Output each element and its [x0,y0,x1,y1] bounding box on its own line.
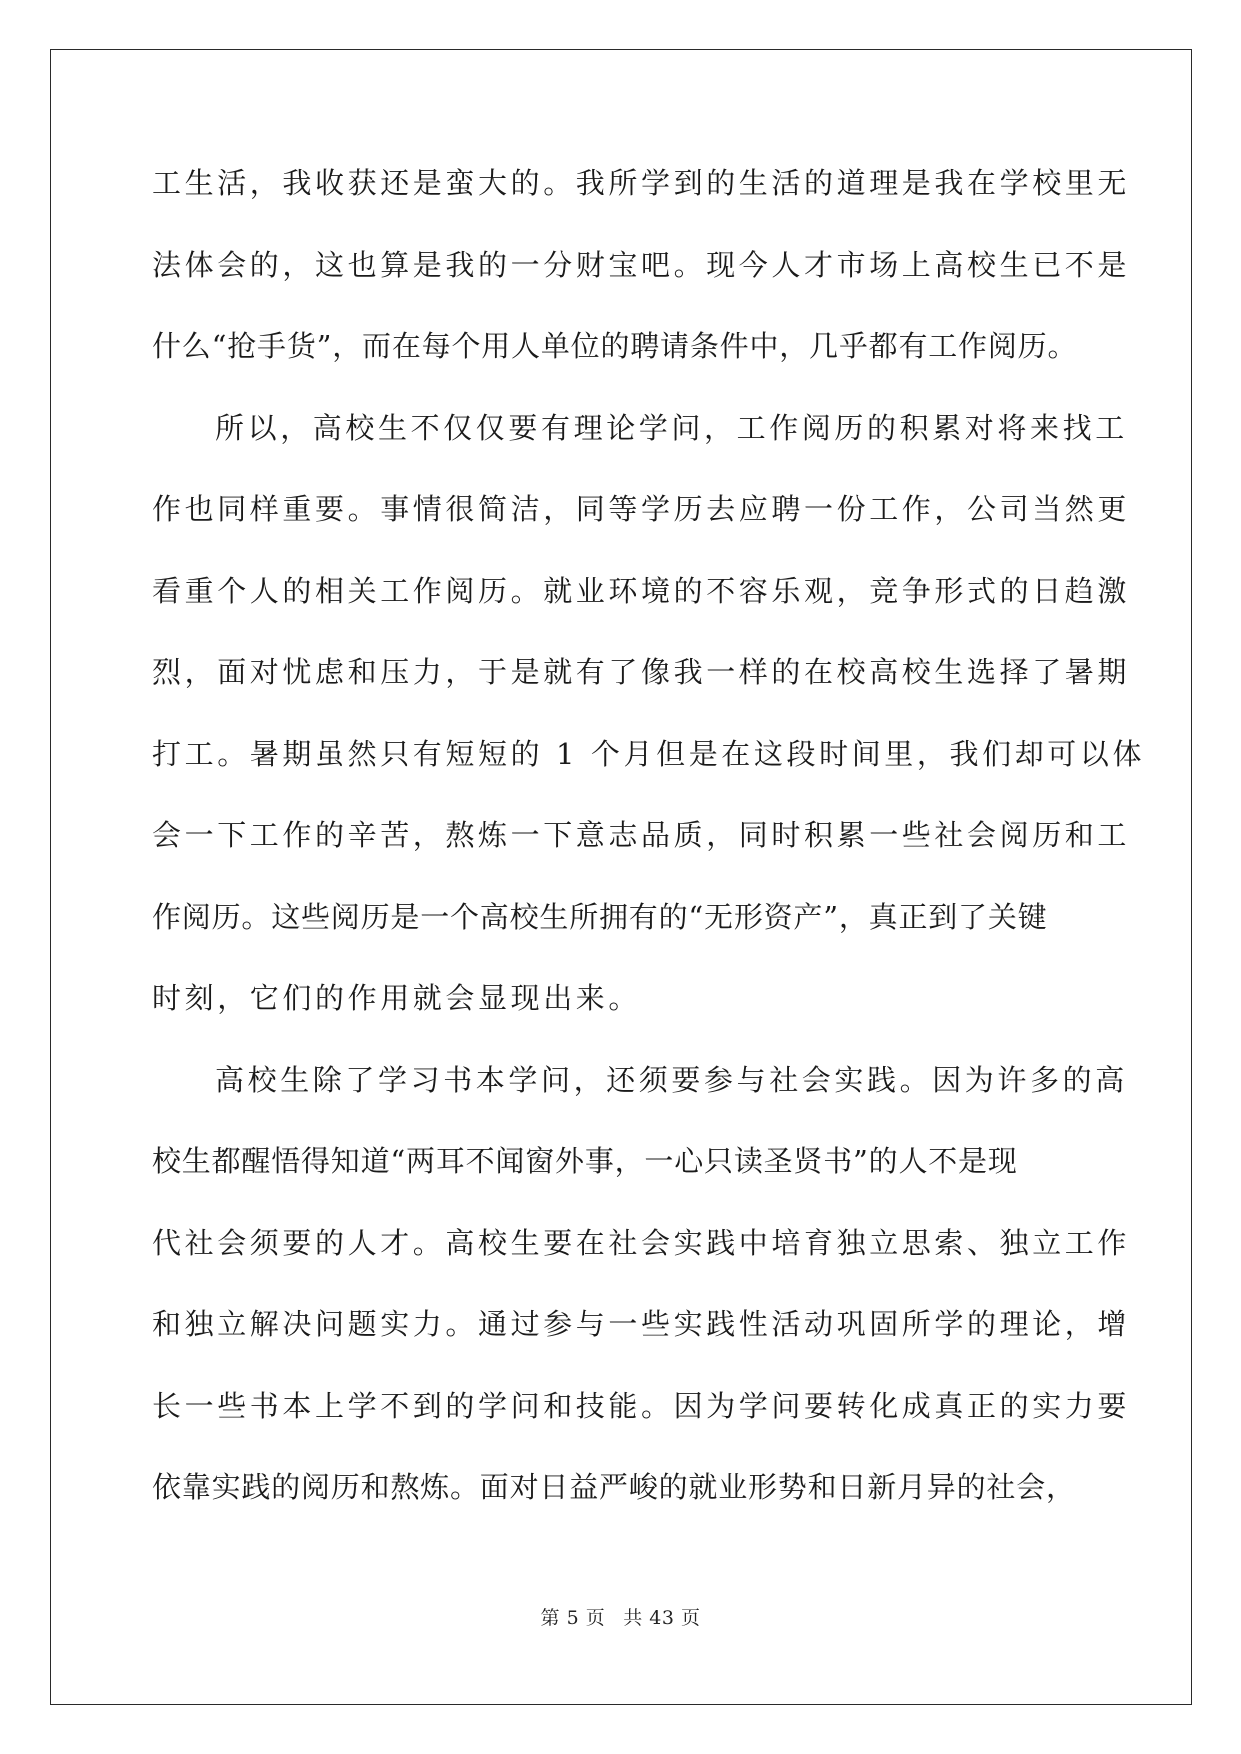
text-line-8: 打工。暑期虽然只有短短的 1 个月但是在这段时间里，我们却可以体 [152,736,1146,771]
text-line-9: 会一下工作的辛苦，熬炼一下意志品质，同时积累一些社会阅历和工 [152,818,1131,852]
text-line-17: 依靠实践的阅历和熬炼。面对日益严峻的就业形势和日新月异的社会， [152,1470,1076,1504]
text-line-4: 所以，高校生不仅仅要有理论学问，工作阅历的积累对将来找工 [215,410,1128,445]
text-line-3: 什么“抢手货”，而在每个用人单位的聘请条件中，几乎都有工作阅历。 [152,329,1078,363]
text-line-12: 高校生除了学习书本学问，还须要参与社会实践。因为许多的高 [215,1062,1128,1097]
page-total: 共 43 页 [623,1607,701,1629]
text-line-16: 长一些书本上学不到的学问和技能。因为学问要转化成真正的实力要 [152,1388,1131,1423]
text-line-13: 校生都醒悟得知道“两耳不闻窗外事，一心只读圣贤书”的人不是现 [152,1144,1018,1178]
text-line-7: 烈，面对忧虑和压力，于是就有了像我一样的在校高校生选择了暑期 [152,655,1131,689]
text-line-6: 看重个人的相关工作阅历。就业环境的不容乐观，竞争形式的日趋激 [152,573,1131,608]
text-line-5: 作也同样重要。事情很简洁，同等学历去应聘一份工作，公司当然更 [152,492,1131,526]
text-line-11: 时刻，它们的作用就会显现出来。 [152,981,642,1015]
text-line-14: 代社会须要的人才。高校生要在社会实践中培育独立思索、独立工作 [152,1225,1131,1260]
text-line-10: 作阅历。这些阅历是一个高校生所拥有的“无形资产”，真正到了关键 [152,899,1048,934]
text-line-15: 和独立解决问题实力。通过参与一些实践性活动巩固所学的理论，增 [152,1307,1131,1341]
text-line-1: 工生活，我收获还是蛮大的。我所学到的生活的道理是我在学校里无 [152,166,1131,200]
page-footer [0,1603,1241,1630]
text-line-2: 法体会的，这也算是我的一分财宝吧。现今人才市场上高校生已不是 [152,247,1131,282]
document-body [152,163,1146,1549]
page-number: 第 5 页 [540,1607,606,1629]
